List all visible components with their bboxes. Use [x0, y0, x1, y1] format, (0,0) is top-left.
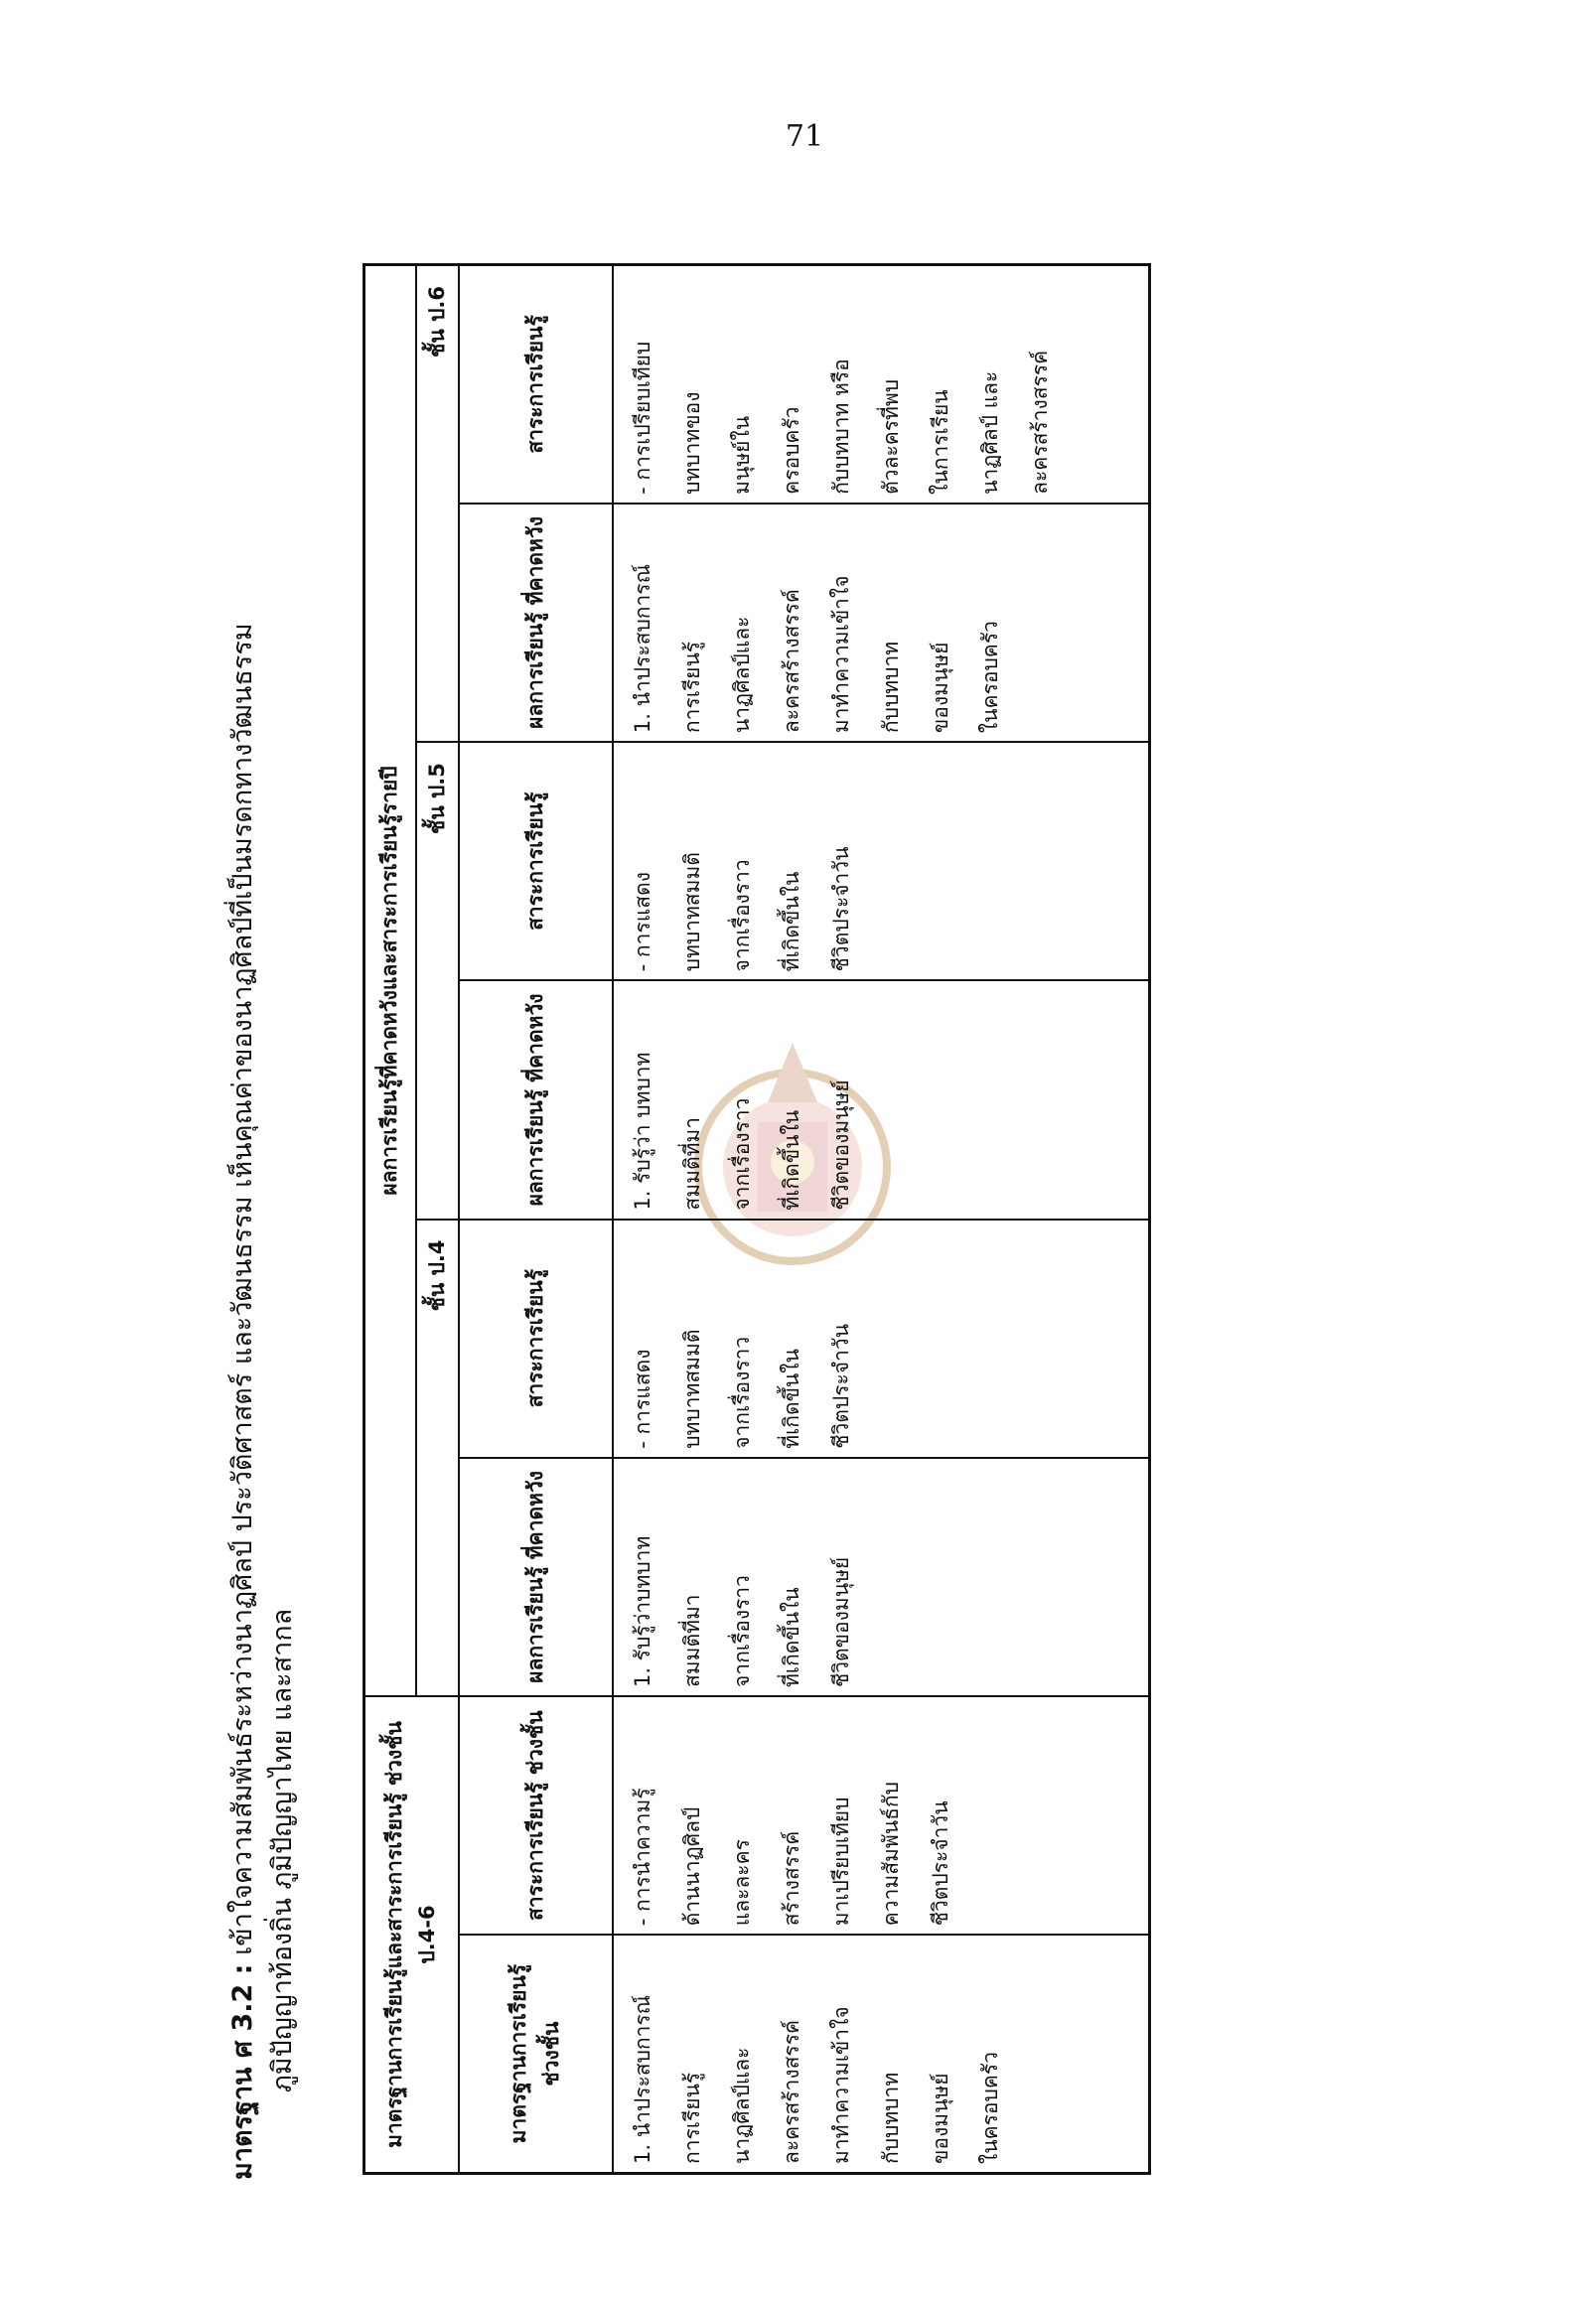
cell-outcome-p4	[613, 1458, 1150, 1696]
cell-line: ที่เกิดขึ้นใน	[779, 1587, 803, 1688]
cell-line: จากเรื่องราว	[729, 1097, 754, 1211]
cell-line: ชีวิตของมนุษย์	[828, 1556, 853, 1688]
cell-line: ด้านนาฏศิลป์	[679, 1806, 704, 1927]
cell-line: 1. นำประสบการณ์	[630, 1994, 654, 2164]
col-header-outcome-p4: ผลการเรียนรู้ ที่คาดหวัง	[459, 1458, 613, 1696]
cell-line: ละครสร้างสรรค์	[779, 2019, 803, 2164]
standard-caption	[223, 243, 303, 2180]
cell-line: สร้างสรรค์	[779, 1830, 803, 1927]
cell-line: กับบทบาท	[878, 641, 903, 734]
cell-line: ชีวิตประจำวัน	[828, 846, 853, 972]
cell-line: ที่เกิดขึ้นใน	[779, 1109, 803, 1211]
cell-line: - การแสดง	[630, 872, 654, 972]
rotated-page-content	[223, 238, 1117, 2195]
col-header-outcome-p6: ผลการเรียนรู้ ที่คาดหวัง	[459, 504, 613, 742]
cell-line: การเรียนรู้	[679, 2072, 704, 2164]
group-header-right: ผลการเรียนรู้ที่คาดหวังและสาระการเรียนรู้รายปี	[364, 265, 416, 1697]
cell-line: สมมติที่มา	[679, 1594, 704, 1688]
grade-header-p4: ชั้น ป.4	[416, 1220, 459, 1696]
cell-line: มาทำความเข้าใจ	[828, 2006, 853, 2164]
standard-description-line2: ภูมิปัญญาท้องถิ่น ภูมิปัญญาไทย และสากล	[267, 1608, 298, 2092]
cell-line: จากเรื่องราว	[729, 859, 754, 972]
cell-line: ชีวิตประจำวัน	[928, 1800, 952, 1927]
cell-line: ที่เกิดขึ้นใน	[779, 871, 803, 972]
cell-line: มาทำความเข้าใจ	[828, 575, 853, 734]
col-header-content-p5: สาระการเรียนรู้	[459, 742, 613, 980]
standard-description: เข้าใจความสัมพันธ์ระหว่างนาฏศิลป์ ประวัติศาสตร์ และวัฒนธรรม เห็นคุณค่าของนาฏศิลป์ที่เป็นมรดกทางวัฒนธรรม	[227, 623, 258, 1955]
cell-content-p6	[613, 265, 1150, 504]
cell-line: ชีวิตของมนุษย์	[828, 1080, 853, 1211]
cell-line: มาเปรียบเทียบ	[828, 1797, 853, 1927]
group-header-left: มาตรฐานการเรียนรู้และสาระการเรียนรู้ ช่วงชั้น ป.4-6	[364, 1696, 459, 2173]
cell-line: ชีวิตประจำวัน	[828, 1323, 853, 1449]
cell-line: สมมติที่มา	[679, 1116, 704, 1211]
cell-line: และละคร	[729, 1839, 754, 1927]
cell-line: จากเรื่องราว	[729, 1336, 754, 1449]
col-header-content-p6: สาระการเรียนรู้	[459, 265, 613, 504]
cell-content-range	[613, 1696, 1150, 1935]
cell-line: การเรียนรู้	[679, 641, 704, 734]
col-header-standard: มาตรฐานการเรียนรู้ ช่วงชั้น	[459, 1935, 613, 2173]
cell-line: ความสัมพันธ์กับ	[878, 1782, 903, 1927]
cell-line: จากเรื่องราว	[729, 1575, 754, 1688]
cell-line: ครอบครัว	[779, 406, 803, 495]
col-header-content-range: สาระการเรียนรู้ ช่วงชั้น	[459, 1696, 613, 1935]
cell-line: นาฏศิลป์และ	[729, 2047, 754, 2164]
cell-outcome-p5	[613, 980, 1150, 1219]
cell-line: - การแสดง	[630, 1349, 654, 1449]
col-header-outcome-p5: ผลการเรียนรู้ ที่คาดหวัง	[459, 980, 613, 1219]
col-header-content-p4: สาระการเรียนรู้	[459, 1220, 613, 1458]
cell-line: 1. รับรู้ว่าบทบาท	[630, 1535, 654, 1688]
cell-line: ละครสร้างสรรค์	[1027, 350, 1052, 495]
cell-line: บทบาทของ	[679, 391, 704, 495]
cell-line: ที่เกิดขึ้นใน	[779, 1349, 803, 1449]
cell-standard	[613, 1935, 1150, 2173]
cell-outcome-p6	[613, 504, 1150, 742]
cell-content-p4	[613, 1220, 1150, 1458]
cell-line: นาฏศิลป์ และ	[977, 370, 1002, 495]
cell-line: ของมนุษย์	[928, 2073, 952, 2164]
cell-line: มนุษย์ใน	[729, 415, 754, 495]
grade-header-p6: ชั้น ป.6	[416, 265, 459, 743]
learning-standards-table	[363, 263, 1151, 2175]
standard-label: มาตรฐาน ศ 3.2 :	[227, 1963, 258, 2180]
cell-line: - การนำความรู้	[630, 1788, 654, 1927]
cell-line: บทบาทสมมติ	[679, 852, 704, 972]
cell-line: ของมนุษย์	[928, 642, 952, 734]
cell-line: - การเปรียบเทียบ	[630, 341, 654, 495]
cell-line: บทบาทสมมติ	[679, 1329, 704, 1449]
cell-line: ละครสร้างสรรค์	[779, 589, 803, 734]
cell-line: นาฏศิลป์และ	[729, 616, 754, 734]
cell-line: กับบทบาท	[878, 2072, 903, 2164]
cell-line: ในครอบครัว	[977, 621, 1002, 734]
cell-line: กับบทบาท หรือ	[828, 359, 853, 495]
cell-line: 1. นำประสบการณ์	[630, 563, 654, 734]
grade-header-p5: ชั้น ป.5	[416, 742, 459, 1219]
cell-line: ในครอบครัว	[977, 2052, 1002, 2164]
cell-line: ตัวละครที่พบ	[878, 378, 903, 495]
cell-line: 1. รับรู้ว่า บทบาท	[630, 1052, 654, 1211]
page-number: 71	[785, 119, 824, 154]
cell-content-p5	[613, 742, 1150, 980]
cell-line: ในการเรียน	[928, 389, 952, 495]
